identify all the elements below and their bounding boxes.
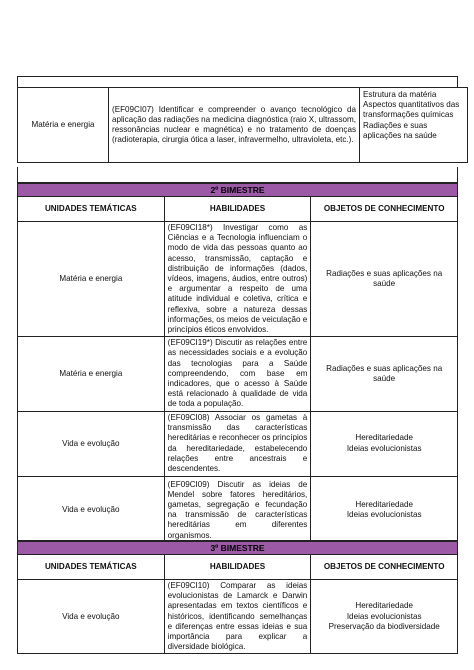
header-row — [18, 555, 458, 580]
thematic-unit-cell: Vida e evolução — [18, 411, 165, 476]
knowledge-object: Ideias evolucionistas — [346, 611, 422, 621]
table-row — [18, 88, 468, 163]
header-knowledge-objects: OBJETOS DE CONHECIMENTO — [311, 197, 458, 222]
knowledge-objects-cell: Radiações e suas aplicações na saúde — [311, 337, 458, 411]
thematic-unit-cell: Vida e evolução — [18, 476, 165, 544]
skill-cell: (EF09CI07) Identificar e compreender o avanço tecnológico da aplicação das radiações na medicina diagnóstica (raio X, ultrassom, ressonâncias nuclear e magnética) e no tratamento de doenças (radioterapia, cirurgia ótica a laser, infravermelho, ultravioleta, etc.). — [109, 88, 360, 163]
header-knowledge-objects: OBJETOS DE CONHECIMENTO — [311, 555, 458, 580]
knowledge-object: Estrutura da matéria — [363, 90, 437, 99]
header-thematic-units: UNIDADES TEMÁTICAS — [18, 197, 165, 222]
knowledge-objects-cell — [360, 88, 468, 163]
header-skills: HABILIDADES — [164, 197, 311, 222]
knowledge-object: Hereditariedade — [355, 499, 413, 509]
curriculum-table-1 — [17, 87, 468, 163]
bimester-row — [18, 542, 458, 555]
skill-cell: (EF09CI09) Discutir as ideias de Mendel sobre fatores hereditários, gametas, segregação e fecundação na transmissão de características hereditárias em diferentes organismos. — [164, 476, 311, 544]
curriculum-table-2 — [17, 183, 458, 545]
skill-cell: (EF09CI18*) Investigar como as Ciências e a Tecnologia influenciam o modo de vida das pessoas quanto ao acesso, transmissão, captação e distribuição de informações (dados, vídeos, imagens, áudios, entre outros) e argumentar a respeito de uma atitude individual e coletiva, crítica e reflexiva, sobre a natureza dessas informações, os meios de veiculação e princípios éticos envolvidos. — [164, 222, 311, 337]
header-skills: HABILIDADES — [164, 555, 311, 580]
knowledge-object: Ideias evolucionistas — [346, 510, 422, 520]
blank-row — [17, 76, 458, 87]
knowledge-objects-cell: Radiações e suas aplicações na saúde — [311, 222, 458, 337]
table-row — [18, 580, 458, 654]
thematic-unit-cell: Matéria e energia — [18, 222, 165, 337]
skill-cell: (EF09CI08) Associar os gametas à transmissão das características hereditárias e reconhecer os princípios da hereditariedade, estabelecendo relações entre ancestrais e descendentes. — [164, 411, 311, 476]
header-thematic-units: UNIDADES TEMÁTICAS — [18, 555, 165, 580]
blank-row — [17, 521, 458, 541]
skill-cell: (EF09CI19*) Discutir as relações entre as necessidades sociais e a evolução das tecnologias para a Saúde compreendendo, com base em indicadores, que o acesso à Saúde está relacionado à qualidade de vida de toda a população. — [164, 337, 311, 411]
thematic-unit-cell: Matéria e energia — [18, 88, 109, 163]
table-row — [18, 222, 458, 337]
table-row — [18, 411, 458, 476]
table-row — [18, 337, 458, 411]
knowledge-object: Aspectos quantitativos das transformações químicas — [363, 100, 460, 120]
blank-row — [17, 167, 458, 183]
knowledge-objects-cell — [311, 580, 458, 654]
knowledge-object: Radiações e suas aplicações na saúde — [363, 120, 437, 140]
knowledge-object: Hereditariedade — [355, 601, 413, 611]
thematic-unit-cell: Vida e evolução — [18, 580, 165, 654]
header-row — [18, 197, 458, 222]
knowledge-object: Preservação da biodiversidade — [328, 621, 440, 631]
knowledge-object: Ideias evolucionistas — [346, 443, 422, 453]
thematic-unit-cell: Matéria e energia — [18, 337, 165, 411]
bimester-title: 2º BIMESTRE — [18, 184, 458, 197]
bimester-title: 3º BIMESTRE — [18, 542, 458, 555]
knowledge-object: Hereditariedade — [355, 433, 413, 443]
curriculum-table-3 — [17, 541, 458, 654]
skill-cell: (EF09CI10) Comparar as ideias evolucionistas de Lamarck e Darwin apresentadas em textos científicos e históricos, identificando semelhanças e diferenças entre essas ideias e sua importância para explicar a diversidade biológica. — [164, 580, 311, 654]
knowledge-objects-cell — [311, 411, 458, 476]
bimester-row — [18, 184, 458, 197]
